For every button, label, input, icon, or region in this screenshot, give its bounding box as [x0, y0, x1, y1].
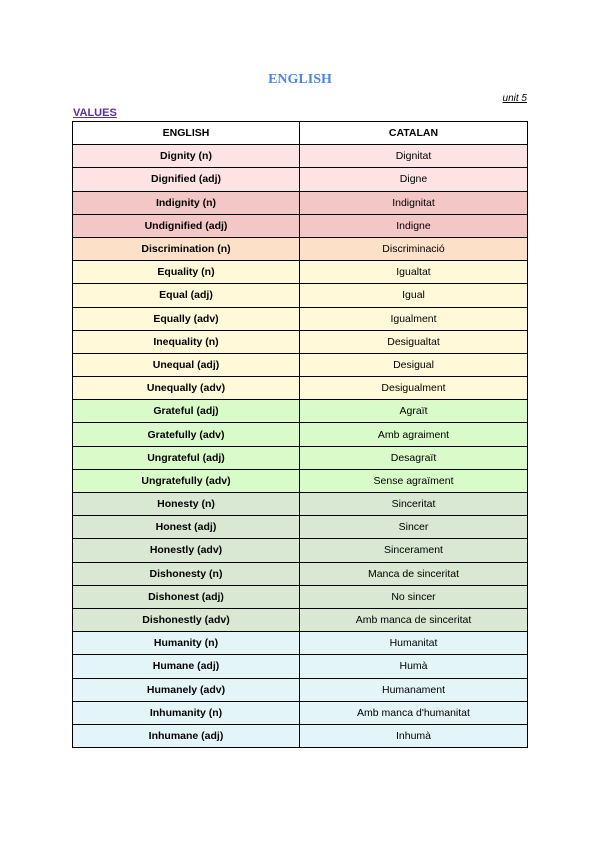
- catalan-translation: Humanament: [300, 678, 528, 701]
- english-term: Humane (adj): [73, 655, 300, 678]
- catalan-translation: Sincerament: [300, 539, 528, 562]
- catalan-translation: Desigualment: [300, 377, 528, 400]
- catalan-translation: Sense agraïment: [300, 469, 528, 492]
- catalan-translation: No sincer: [300, 585, 528, 608]
- english-term: Ungrateful (adj): [73, 446, 300, 469]
- page-title: ENGLISH: [268, 72, 332, 87]
- table-row: [73, 307, 528, 330]
- catalan-translation: Desigualtat: [300, 330, 528, 353]
- table-row: [73, 469, 528, 492]
- table-row: [73, 585, 528, 608]
- table-row: [73, 608, 528, 631]
- english-term: Honestly (adv): [73, 539, 300, 562]
- catalan-translation: Sinceritat: [300, 493, 528, 516]
- english-term: Ungratefully (adv): [73, 469, 300, 492]
- table-row: [73, 261, 528, 284]
- table-row: [73, 539, 528, 562]
- english-term: Humanely (adv): [73, 678, 300, 701]
- english-term: Equality (n): [73, 261, 300, 284]
- table-row: [73, 724, 528, 747]
- english-term: Dignity (n): [73, 145, 300, 168]
- english-term: Unequally (adv): [73, 377, 300, 400]
- catalan-translation: Indigne: [300, 214, 528, 237]
- english-term: Grateful (adj): [73, 400, 300, 423]
- table-row: [73, 377, 528, 400]
- catalan-translation: Agraït: [300, 400, 528, 423]
- english-term: Humanity (n): [73, 632, 300, 655]
- catalan-translation: Digne: [300, 168, 528, 191]
- table-row: [73, 214, 528, 237]
- table-row: [73, 562, 528, 585]
- table-row: [73, 353, 528, 376]
- vocabulary-table: [72, 121, 528, 748]
- catalan-translation: Manca de sinceritat: [300, 562, 528, 585]
- english-term: Discrimination (n): [73, 237, 300, 260]
- table-row: [73, 701, 528, 724]
- english-term: Undignified (adj): [73, 214, 300, 237]
- english-term: Dishonest (adj): [73, 585, 300, 608]
- table-row: [73, 493, 528, 516]
- table-row: [73, 330, 528, 353]
- english-term: Unequal (adj): [73, 353, 300, 376]
- catalan-translation: Desigual: [300, 353, 528, 376]
- english-term: Inequality (n): [73, 330, 300, 353]
- table-row: [73, 678, 528, 701]
- table-row: [73, 632, 528, 655]
- english-term: Inhumane (adj): [73, 724, 300, 747]
- table-row: [73, 168, 528, 191]
- catalan-translation: Indignitat: [300, 191, 528, 214]
- catalan-translation: Humanitat: [300, 632, 528, 655]
- catalan-translation: Humà: [300, 655, 528, 678]
- catalan-translation: Dignitat: [300, 145, 528, 168]
- table-row: [73, 446, 528, 469]
- catalan-translation: Amb agraiment: [300, 423, 528, 446]
- catalan-translation: Igualtat: [300, 261, 528, 284]
- table-body: [73, 145, 528, 748]
- english-term: Inhumanity (n): [73, 701, 300, 724]
- catalan-translation: Inhumà: [300, 724, 528, 747]
- catalan-translation: Desagraït: [300, 446, 528, 469]
- table-row: [73, 191, 528, 214]
- unit-label: unit 5: [502, 93, 527, 104]
- english-term: Equally (adv): [73, 307, 300, 330]
- table-row: [73, 145, 528, 168]
- table-row: [73, 400, 528, 423]
- table-row: [73, 284, 528, 307]
- catalan-translation: Igual: [300, 284, 528, 307]
- column-header-english: ENGLISH: [73, 122, 300, 145]
- catalan-translation: Discriminació: [300, 237, 528, 260]
- section-heading: VALUES: [73, 107, 117, 119]
- english-term: Indignity (n): [73, 191, 300, 214]
- catalan-translation: Amb manca d'humanitat: [300, 701, 528, 724]
- english-term: Honest (adj): [73, 516, 300, 539]
- english-term: Dignified (adj): [73, 168, 300, 191]
- english-term: Equal (adj): [73, 284, 300, 307]
- table-row: [73, 237, 528, 260]
- table-header-row: [73, 122, 528, 145]
- catalan-translation: Sincer: [300, 516, 528, 539]
- catalan-translation: Igualment: [300, 307, 528, 330]
- table-row: [73, 423, 528, 446]
- column-header-catalan: CATALAN: [300, 122, 528, 145]
- table-row: [73, 516, 528, 539]
- english-term: Dishonesty (n): [73, 562, 300, 585]
- table-row: [73, 655, 528, 678]
- english-term: Dishonestly (adv): [73, 608, 300, 631]
- catalan-translation: Amb manca de sinceritat: [300, 608, 528, 631]
- english-term: Honesty (n): [73, 493, 300, 516]
- english-term: Gratefully (adv): [73, 423, 300, 446]
